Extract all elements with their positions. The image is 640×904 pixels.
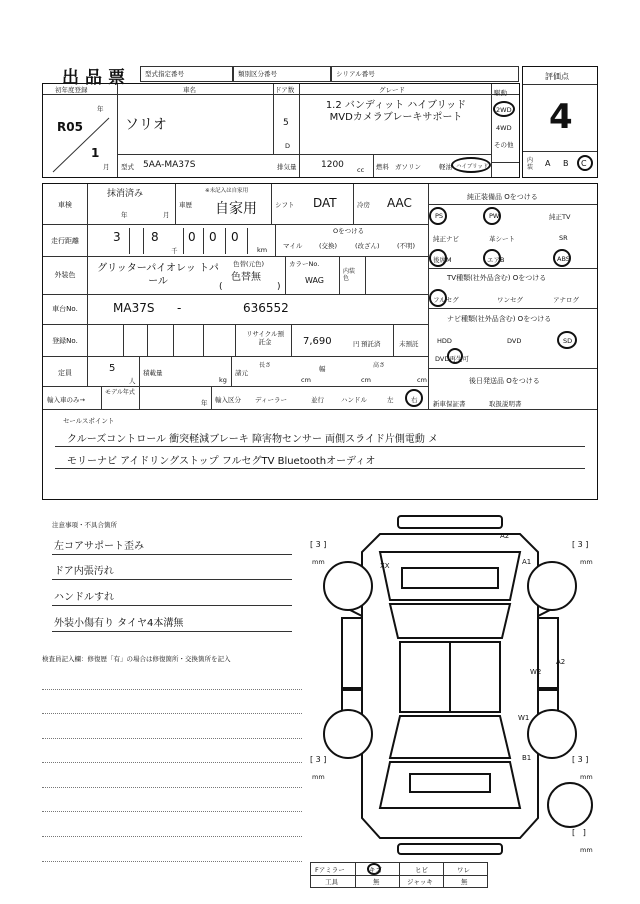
inspector-label: 検査員記入欄：修復歴「有」の場合は修復箇所・交換箇所を記入 xyxy=(42,655,231,663)
note-item-1: 左コアサポート歪み xyxy=(54,541,144,552)
mark-b1: B1 xyxy=(522,754,532,762)
height-label: 高さ xyxy=(373,362,386,369)
mark-w1: W1 xyxy=(518,714,530,722)
meter-mile: マイル xyxy=(283,242,303,250)
vehicle-info-block xyxy=(42,83,520,178)
category-no-field xyxy=(233,66,331,82)
mark-a2-side: A2 xyxy=(556,658,566,666)
usage-label: 車歴 xyxy=(179,201,192,209)
interior-a: A xyxy=(545,159,551,168)
grade-label: グレード xyxy=(379,86,405,94)
inspection-label: 車検 xyxy=(58,201,72,209)
displacement-label: 排気量 xyxy=(277,163,297,171)
page-title: 出品票 xyxy=(62,68,131,88)
color-no-label: カラーNo. xyxy=(289,260,320,268)
equip-pw: PW xyxy=(489,212,500,220)
mileage-unit: km xyxy=(257,246,268,254)
width-unit: cm xyxy=(361,376,371,384)
tv-fullseg-circle xyxy=(429,289,447,307)
drive-2wd: 2WD xyxy=(496,106,512,114)
tire-depth-rl-value: 3 xyxy=(315,755,321,764)
import-cat-label: 輸入区分 xyxy=(215,396,241,404)
tv-label: TV種類(社外品含む) Oをつける xyxy=(447,274,547,282)
bottom-header-4: ワレ xyxy=(457,866,470,874)
chassis-label: 車台No. xyxy=(52,305,78,313)
inspection-year-unit: 年 xyxy=(121,211,128,219)
genuine-label: 純正装備品 Oをつける xyxy=(467,193,538,201)
chassis-no: 636552 xyxy=(243,301,289,315)
tire-depth-fl-value: 3 xyxy=(315,540,321,549)
color-change-value: 色替無 xyxy=(231,272,261,283)
interior-color-label: 内装色 xyxy=(343,268,356,282)
meter-swap: (交換) xyxy=(319,242,338,250)
chassis-prefix: MA37S xyxy=(113,301,155,315)
sales-points-line1: クルーズコントロール 衝突軽減ブレーキ 障害物センサー 両側スライド片側電動 メ xyxy=(67,434,439,445)
tire-depth-fl-unit: mm xyxy=(312,558,325,566)
mileage-digit-1: 3 xyxy=(113,230,121,244)
model-value: 5AA-MA37S xyxy=(143,160,196,170)
score-label: 評価点 xyxy=(545,72,569,81)
tire-depth-fl: [ 3 ] xyxy=(310,540,327,549)
month-unit: 月 xyxy=(103,163,110,171)
aircon-value: AAC xyxy=(387,196,412,210)
reg-label: 登録No. xyxy=(52,337,78,345)
equip-airbag-circle xyxy=(483,249,501,267)
equip-tv: 純正TV xyxy=(549,213,571,221)
color-change-paren-open: ( xyxy=(219,282,223,292)
drive-2wd-circle xyxy=(493,101,515,117)
bottom-cell-tools-value: 無 xyxy=(373,878,380,886)
car-damage-diagram xyxy=(306,508,606,860)
meter-tamper: (改ざん) xyxy=(355,242,380,250)
mileage-digit-4: 0 xyxy=(209,230,217,244)
mark-a1: A1 xyxy=(522,558,532,566)
tire-depth-rl: [ 3 ] xyxy=(310,755,327,764)
navi-hdd: HDD xyxy=(437,337,452,345)
handle-label: ハンドル xyxy=(341,396,367,404)
color-change-paren-close: ) xyxy=(277,282,281,292)
color-no-value: WAG xyxy=(305,276,325,285)
after-label: 後日発送品 Oをつける xyxy=(469,377,540,385)
interior-c-circle xyxy=(577,155,593,171)
fuel-diesel: 軽油 xyxy=(439,163,452,171)
capacity-label: 定員 xyxy=(58,369,72,377)
tire-depth-rr-value: 3 xyxy=(577,755,583,764)
tire-depth-fr-unit: mm xyxy=(580,558,593,566)
navi-sd-circle xyxy=(557,331,577,349)
notes-label: 注意事項・不具合箇所 xyxy=(52,521,117,529)
equip-ps: PS xyxy=(435,212,444,220)
sales-points-label: セールスポイント xyxy=(63,417,115,425)
score-value: 4 xyxy=(549,97,573,137)
equip-leather: 革シート xyxy=(489,235,515,243)
serial-field xyxy=(331,66,519,82)
mileage-digit-3: 0 xyxy=(188,230,196,244)
tire-depth-fr-value: 3 xyxy=(577,540,583,549)
drive-other: その他 xyxy=(494,141,514,149)
equip-ps-circle xyxy=(429,207,447,225)
first-reg-era: R05 xyxy=(57,120,83,134)
recycle-paid: 預託済 xyxy=(361,340,381,348)
meter-circle-label: Oをつける xyxy=(333,227,365,235)
equip-navi: 純正ナビ xyxy=(433,235,459,243)
inspection-block xyxy=(42,183,598,500)
equip-pw-circle xyxy=(483,207,501,225)
year-unit: 年 xyxy=(97,105,104,113)
navi-sd: SD xyxy=(563,337,573,345)
bottom-header-2: キズ xyxy=(369,866,382,874)
equip-airbag: エアB xyxy=(487,256,505,264)
height-unit: cm xyxy=(417,376,427,384)
tire-depth-fr: [ 3 ] xyxy=(572,540,589,549)
color-label: 外装色 xyxy=(54,271,76,279)
load-unit: kg xyxy=(219,376,227,384)
after-manual: 取扱説明書 xyxy=(489,400,522,408)
length-label: 長さ xyxy=(259,362,272,369)
navi-dvd-play: DVD再生可 xyxy=(435,355,469,363)
recycle-unit: 円 xyxy=(353,340,360,348)
equip-rear-monitor-circle xyxy=(429,249,447,267)
doors-label: ドア数 xyxy=(275,86,295,94)
mark-a2-top: A2 xyxy=(500,532,510,540)
first-reg-label: 初年度登録 xyxy=(55,86,88,94)
length-unit: cm xyxy=(301,376,311,384)
score-box xyxy=(522,66,598,178)
tire-depth-spare: [ ] xyxy=(572,828,586,837)
usage-value: 自家用 xyxy=(215,201,257,217)
import-label: 輸入車のみ→ xyxy=(47,396,85,404)
bottom-cell-jack-label: ジャッキ xyxy=(407,878,433,886)
equip-sr: SR xyxy=(559,234,568,242)
cert-no-label: 型式指定番号 xyxy=(145,70,184,78)
sales-points-line2: モリーナビ アイドリングストップ フルセグTV Bluetoothオーディオ xyxy=(67,456,376,467)
meter-unknown: (不明) xyxy=(397,242,416,250)
mark-w2: W2 xyxy=(530,668,542,676)
interior-c: C xyxy=(581,159,587,168)
car-name: ソリオ xyxy=(125,117,167,133)
navi-dvd-play-circle xyxy=(447,348,463,364)
recycle-amount: 7,690 xyxy=(303,336,332,347)
note-item-2: ドア内張汚れ xyxy=(54,566,114,577)
color-value: グリッターパイオレッ トパール xyxy=(97,263,219,287)
mileage-digit-5: 0 xyxy=(231,230,239,244)
tire-depth-rl-unit: mm xyxy=(312,773,325,781)
mark-xx: XX xyxy=(380,562,390,570)
interior-b: B xyxy=(563,159,569,168)
equip-rear-monitor: 後席M xyxy=(433,256,452,264)
fuel-gas: ガソリン xyxy=(395,163,421,171)
handle-left: 左 xyxy=(387,396,394,404)
tire-depth-rr-unit: mm xyxy=(580,773,593,781)
doors-value: 5 xyxy=(283,118,289,128)
navi-label: ナビ種類(社外品含む) Oをつける xyxy=(447,315,552,323)
width-label: 幅 xyxy=(319,365,326,373)
doors-unit: D xyxy=(285,142,291,150)
shift-value: DAT xyxy=(313,196,337,210)
mileage-digit-2: 8 xyxy=(151,230,159,244)
tv-oneseg: ワンセグ xyxy=(497,296,523,304)
shift-label: シフト xyxy=(275,201,295,209)
capacity-value: 5 xyxy=(109,363,116,374)
bottom-header-3: ヒビ xyxy=(415,866,428,874)
load-label: 積載量 xyxy=(143,369,163,377)
aircon-label: 冷房 xyxy=(357,201,370,209)
recycle-unpaid: 未預託 xyxy=(399,340,419,348)
tire-depth-spare-unit: mm xyxy=(580,846,593,854)
first-reg-month: 1 xyxy=(91,146,100,160)
drive-4wd: 4WD xyxy=(496,124,512,132)
drive-label: 駆動 xyxy=(494,89,507,97)
handle-right-circle xyxy=(405,389,423,407)
fuel-hybrid: ハイブリッド xyxy=(456,164,489,170)
import-dealer: ディーラー xyxy=(255,396,287,404)
grade-value: 1.2 バンディット ハイブリッド MVDカメラブレーキサポート xyxy=(325,100,467,123)
bottom-scratch-circle xyxy=(367,863,381,875)
model-year-label: モデル年式 xyxy=(105,389,135,396)
displacement-value: 1200 xyxy=(321,160,344,170)
recycle-label: リサイクル預託金 xyxy=(245,330,285,346)
car-name-label: 車名 xyxy=(183,86,196,94)
bottom-cell-jack-value: 無 xyxy=(461,878,468,886)
bottom-header-1: Fアミラー xyxy=(315,866,345,874)
cert-no-field xyxy=(140,66,233,82)
inspection-month-unit: 月 xyxy=(163,211,170,219)
handle-right: 右 xyxy=(411,396,418,404)
chassis-dash: - xyxy=(177,301,182,315)
note-item-3: ハンドルすれ xyxy=(54,592,114,603)
after-warranty: 新車保証書 xyxy=(433,400,466,408)
navi-dvd: DVD xyxy=(507,337,522,345)
fuel-hybrid-circle xyxy=(451,157,491,173)
note-item-4: 外装小傷有り タイヤ4本溝無 xyxy=(54,618,184,629)
bottom-table xyxy=(310,862,488,888)
equip-abs-circle xyxy=(553,249,571,267)
dims-label: 諸元 xyxy=(235,369,248,377)
serial-label: シリアル番号 xyxy=(336,70,375,78)
interior-label: 内装 xyxy=(527,157,534,171)
inspection-value: 抹消済み xyxy=(107,189,144,199)
tv-fullseg: フルセグ xyxy=(433,296,459,304)
tire-depth-rr: [ 3 ] xyxy=(572,755,589,764)
import-parallel: 並行 xyxy=(311,396,324,404)
model-year-unit: 年 xyxy=(201,399,208,407)
equip-abs: ABS xyxy=(557,255,570,263)
tv-analog: アナログ xyxy=(553,296,579,304)
mileage-label: 走行距離 xyxy=(51,237,79,245)
bottom-cell-tools-label: 工具 xyxy=(325,878,338,886)
model-label: 型式 xyxy=(121,163,134,171)
shaken-note: ※未記入は自家用 xyxy=(205,188,249,194)
category-no-label: 類別区分番号 xyxy=(238,70,277,78)
displacement-unit: cc xyxy=(357,166,365,174)
capacity-unit: 人 xyxy=(129,377,136,385)
mileage-sep: 千 xyxy=(171,247,178,255)
fuel-label: 燃料 xyxy=(376,163,389,171)
color-change-label: 色替(元色) xyxy=(233,260,265,268)
